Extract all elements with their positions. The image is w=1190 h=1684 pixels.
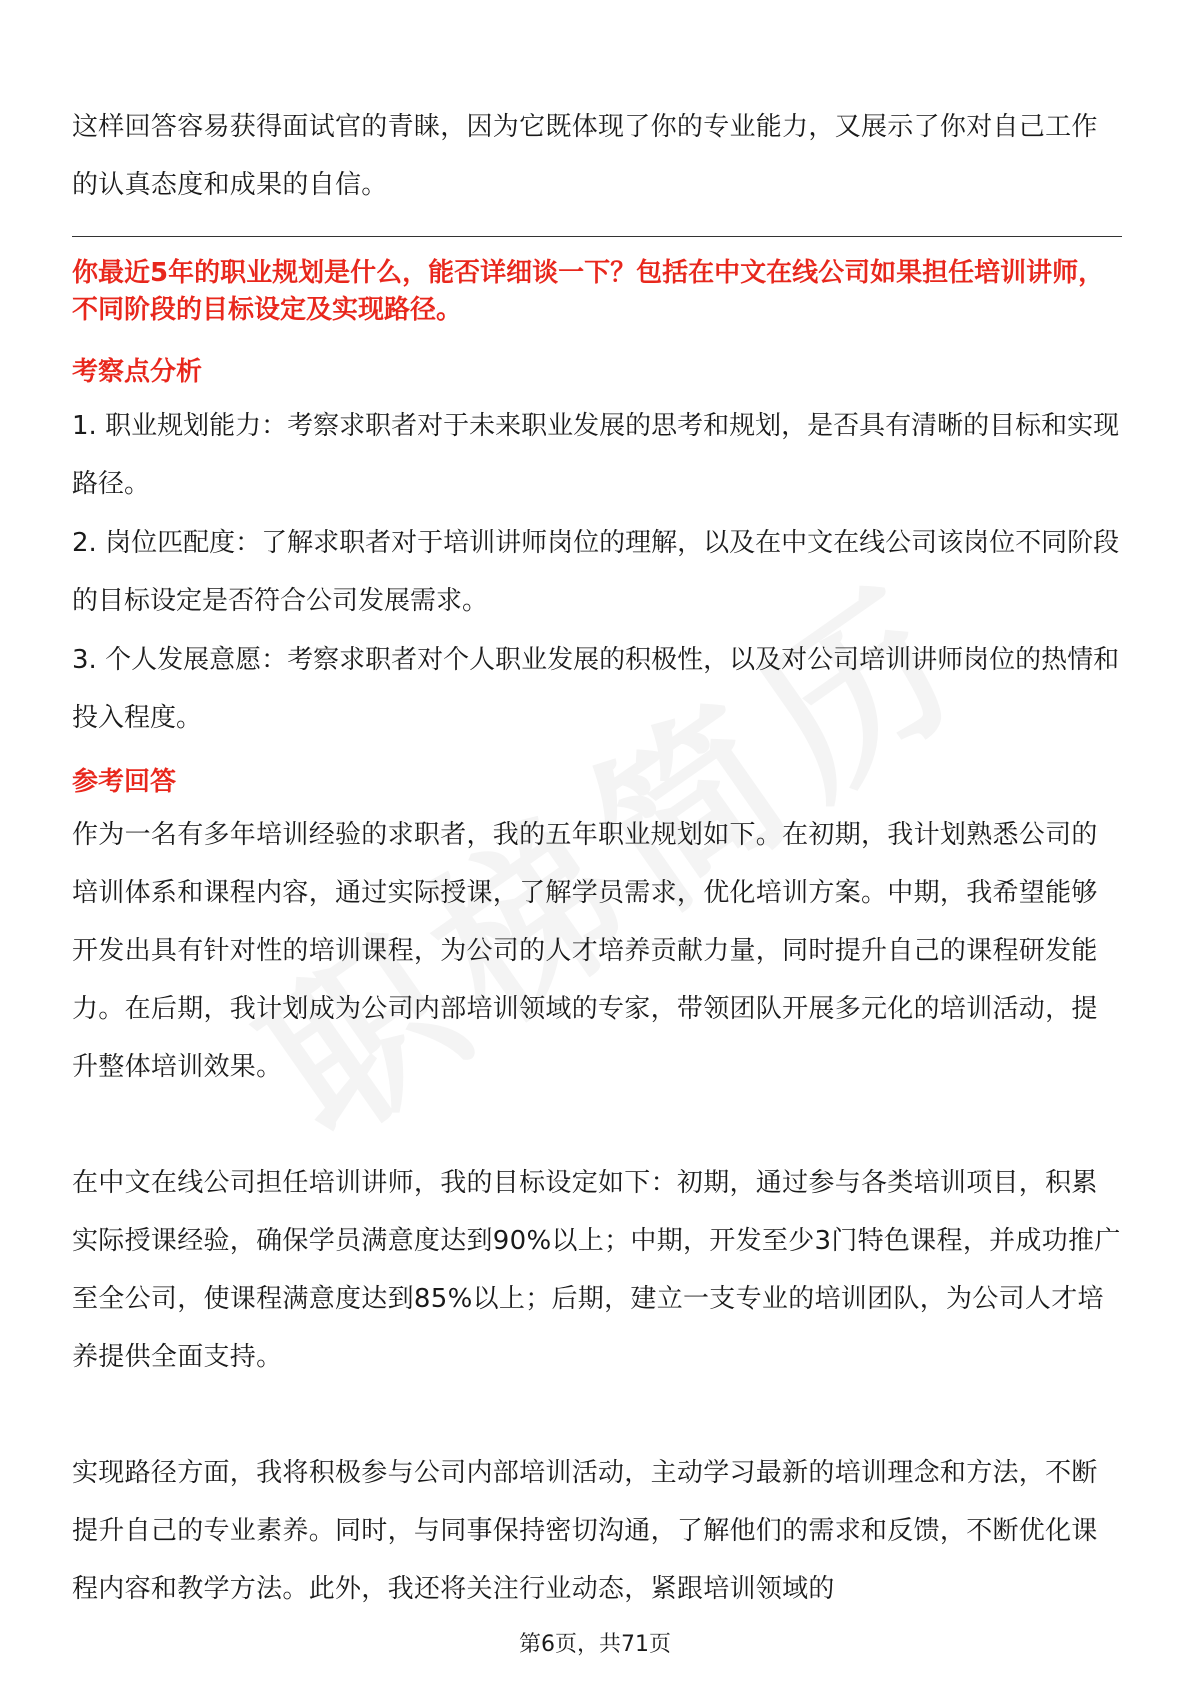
- analysis-item: 1. 职业规划能力：考察求职者对于未来职业发展的思考和规划，是否具有清晰的目标和实现路径。: [72, 411, 1120, 499]
- answer-body: [72, 806, 1122, 1676]
- answer-heading: 参考回答: [72, 767, 177, 797]
- answer-paragraph: 在中文在线公司担任培训讲师，我的目标设定如下：初期，通过参与各类培训项目，积累实际授课经验，确保学员满意度达到90%以上；中期，开发至少3门特色课程，并成功推广至全公司，使课程满意度达到85%以上；后期，建立一支专业的培训团队，为公司人才培养提供全面支持。: [72, 1168, 1121, 1372]
- analysis-item: 2. 岗位匹配度：了解求职者对于培训讲师岗位的理解，以及在中文在线公司该岗位不同阶段的目标设定是否符合公司发展需求。: [72, 528, 1120, 616]
- answer-paragraph: 作为一名有多年培训经验的求职者，我的五年职业规划如下。在初期，我计划熟悉公司的培训体系和课程内容，通过实际授课，了解学员需求，优化培训方案。中期，我希望能够开发出具有针对性的培训课程，为公司的人才培养贡献力量，同时提升自己的课程研发能力。在后期，我计划成为公司内部培训领域的专家，带领团队开展多元化的培训活动，提升整体培训效果。: [72, 820, 1098, 1082]
- analysis-item: 3. 个人发展意愿：考察求职者对个人职业发展的积极性，以及对公司培训讲师岗位的热情和投入程度。: [72, 645, 1120, 733]
- section-divider: [72, 236, 1122, 237]
- intro-paragraph: 这样回答容易获得面试官的青睐，因为它既体现了你的专业能力，又展示了你对自己工作的认真态度和成果的自信。: [72, 112, 1098, 200]
- interview-question: 你最近5年的职业规划是什么，能否详细谈一下？包括在中文在线公司如果担任培训讲师，不同阶段的目标设定及实现路径。: [72, 258, 1105, 325]
- analysis-heading: 考察点分析: [72, 357, 203, 387]
- analysis-list: [72, 397, 1122, 748]
- answer-paragraph: 实现路径方面，我将积极参与公司内部培训活动，主动学习最新的培训理念和方法，不断提升自己的专业素养。同时，与同事保持密切沟通，了解他们的需求和反馈，不断优化课程内容和教学方法。此外，我还将关注行业动态，紧跟培训领域的: [72, 1458, 1098, 1604]
- page-number: 第6页，共71页: [519, 1632, 671, 1657]
